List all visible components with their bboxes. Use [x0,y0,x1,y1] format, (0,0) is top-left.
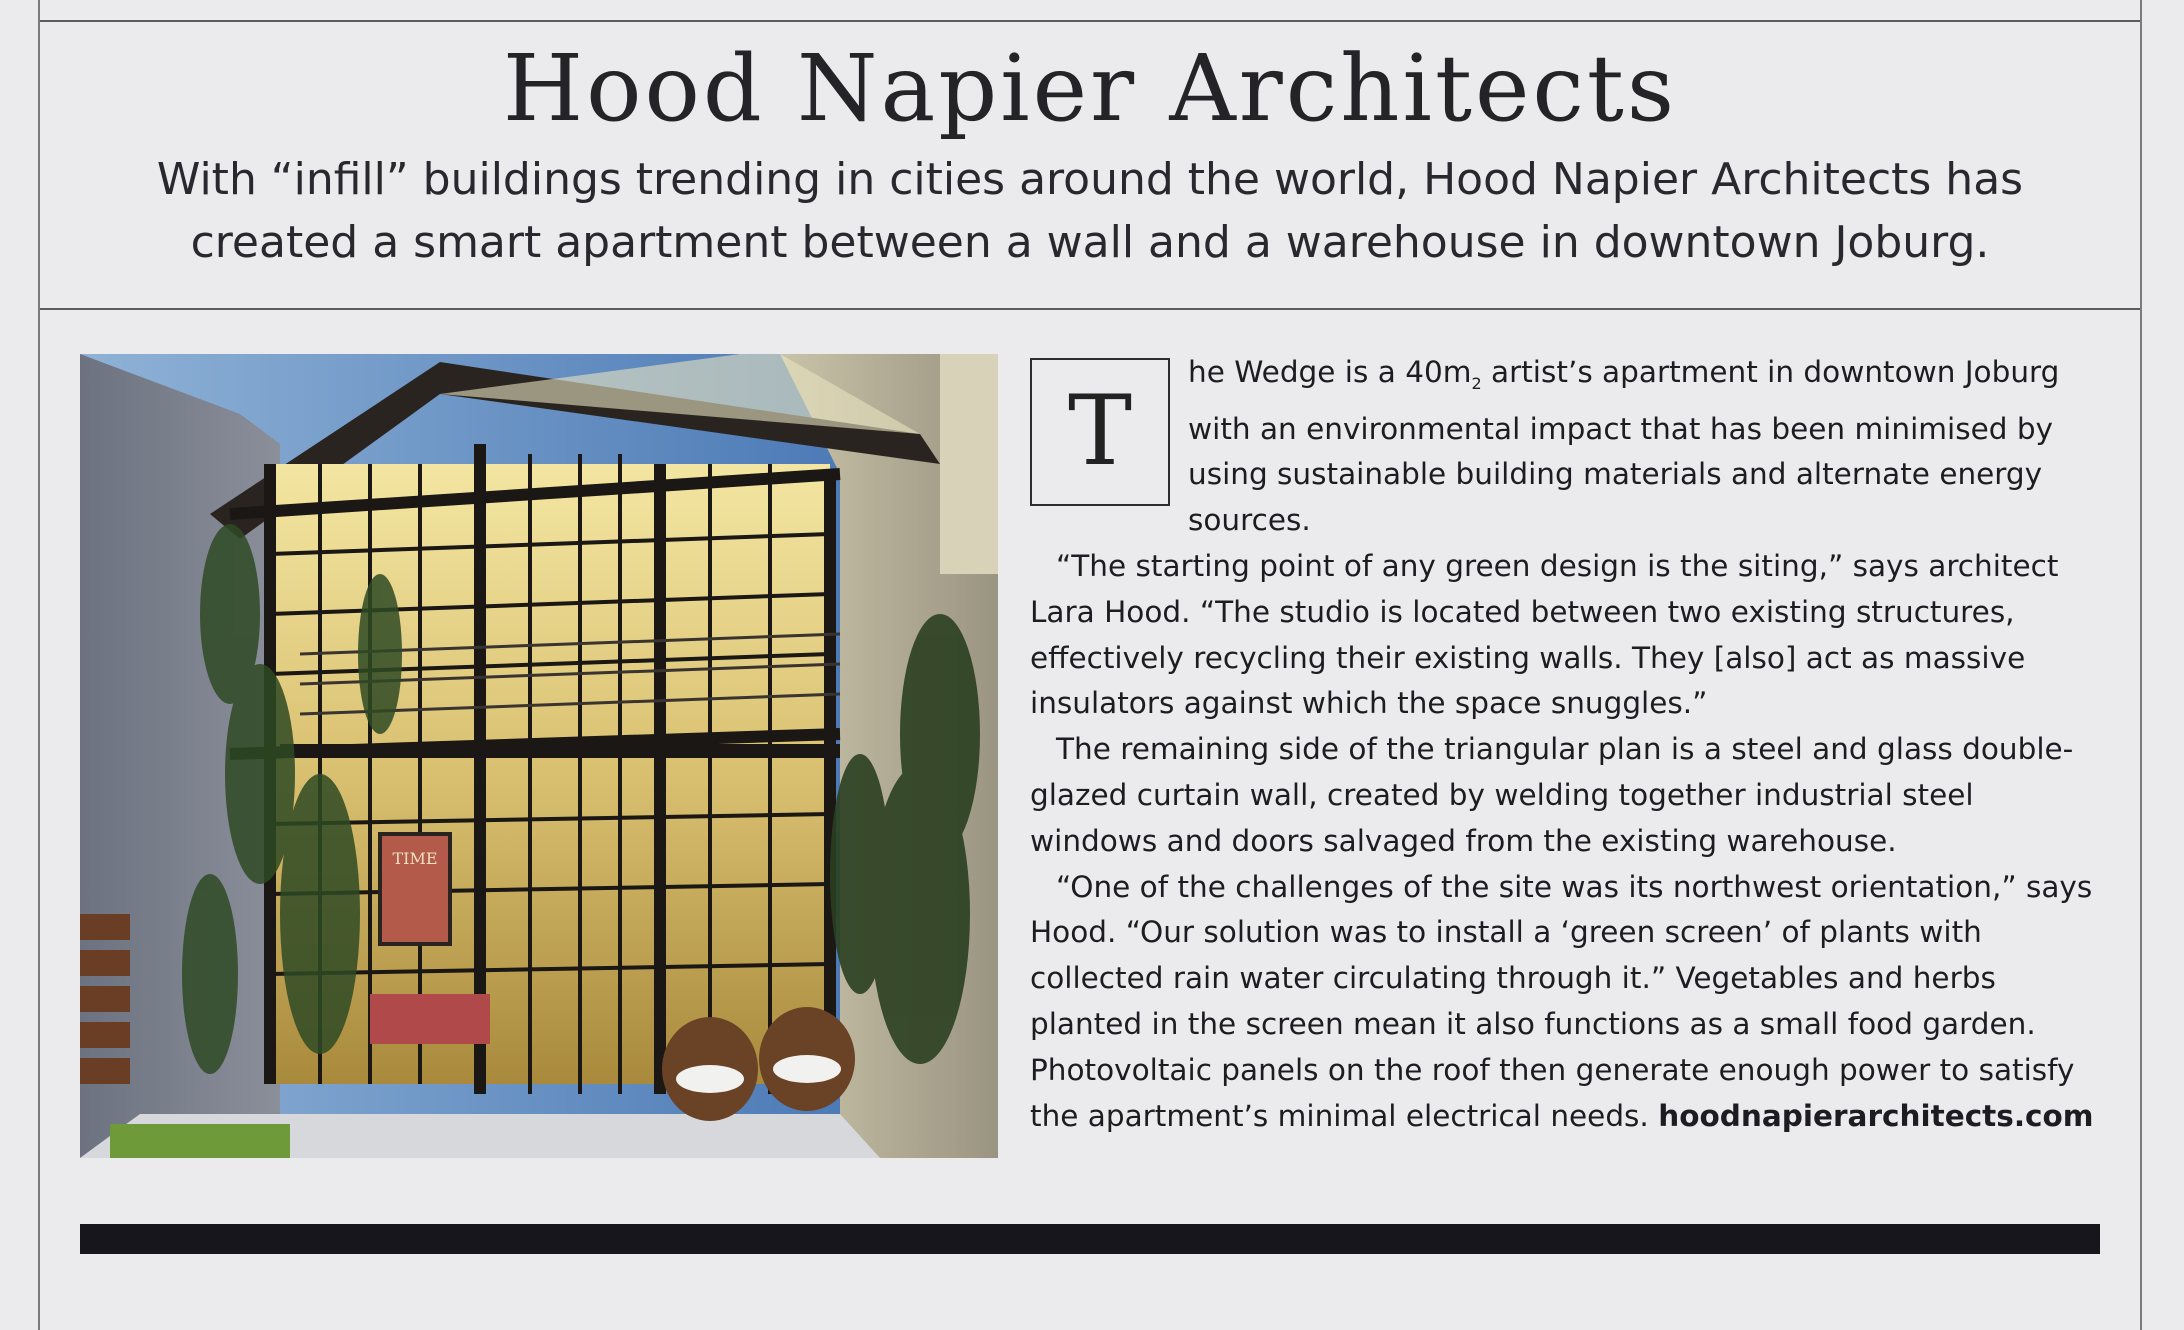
superscript-2: 2 [1471,373,1482,393]
frame-left-line [38,0,40,1330]
section-rule [40,308,2140,310]
paragraph-3: The remaining side of the triangular plan is a steel and glass double-glazed curtain wall, created by welding together industrial steel windows and doors salvaged from the existing warehouse. [1030,732,2074,858]
deck-line-1: With “infill” buildings trending in cities around the world, Hood Napier Architects has [156,154,2024,205]
paragraph-4 [1030,865,2110,1140]
apartment-photo [80,354,998,1158]
paragraph-1-rest: artist’s apartment in downtown Joburg with an environmental impact that has been minimised by using sustainable building materials and alternate energy sources. [1188,355,2060,538]
paragraph-2: “The starting point of any green design is the siting,” says architect Lara Hood. “The studio is located between two existing structures, effectively recycling their existing walls. They [also] act as massive insulators against which the space snuggles.” [1030,549,2059,721]
article-title: Hood Napier Architects [502,35,1678,142]
drop-cap: T [1030,358,1170,506]
paragraph-4-text: “One of the challenges of the site was its northwest orientation,” says Hood. “Our solution was to install a ‘green screen’ of plants with collected rain water circulating through it.” Vegetables and herbs planted in the screen mean it also functions as a small food garden. Photovoltaic panels on the roof then generate enough power to satisfy the apartment’s minimal electrical needs. [1030,869,2093,1133]
paragraph-1-start: he Wedge is a 40m [1188,355,1472,389]
paragraph-1 [1030,350,2110,544]
poster-text: TIME [392,849,438,868]
top-rule [40,20,2140,22]
article-body [1030,350,2110,1139]
bottom-bar [80,1224,2100,1254]
website-link[interactable]: hoodnapierarchitects.com [1658,1098,2094,1133]
frame-right-line [2140,0,2142,1330]
article-deck [110,148,2070,274]
deck-line-2: created a smart apartment between a wall and a warehouse in downtown Joburg. [190,217,1990,268]
apartment-illustration [80,354,998,1158]
